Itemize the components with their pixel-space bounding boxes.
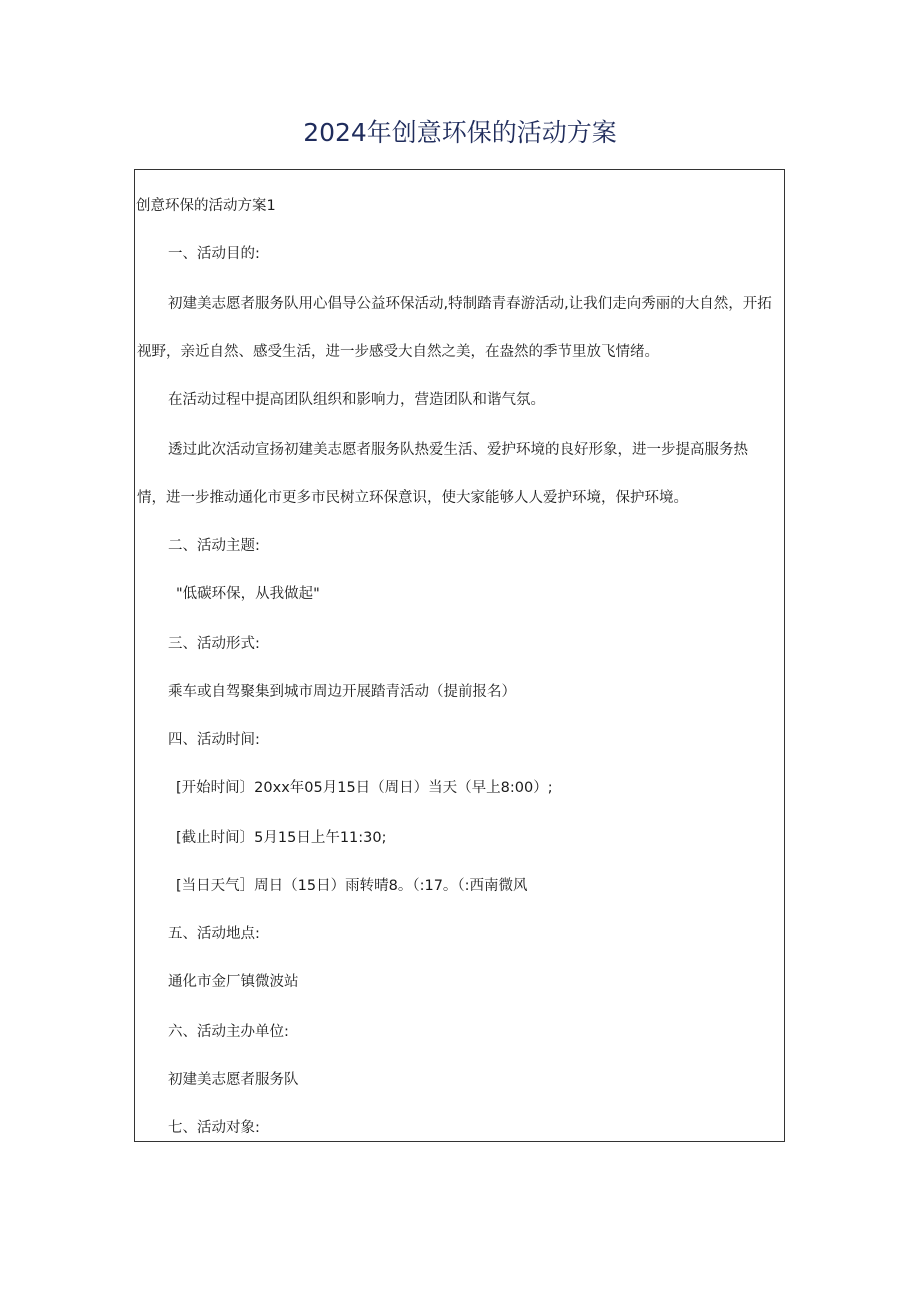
paragraph-line: 初建美志愿者服务队用心倡导公益环保活动,特制踏青春游活动,让我们走向秀丽的大自然，开拓	[168, 296, 772, 312]
paragraph-line: 视野，亲近自然、感受生活，进一步感受大自然之美，在盎然的季节里放飞情绪。	[137, 344, 659, 360]
heading-theme: 二、活动主题:	[168, 538, 260, 554]
paragraph-line: 透过此次活动宣扬初建美志愿者服务队热爱生活、爱护环境的良好形象，进一步提高服务热	[168, 442, 748, 458]
heading-format: 三、活动形式:	[168, 636, 260, 652]
theme-slogan: "低碳环保，从我做起"	[176, 586, 320, 602]
paragraph-line: 乘车或自驾聚集到城市周边开展踏青活动（提前报名）	[168, 684, 516, 700]
paragraph-line: 在活动过程中提高团队组织和影响力，营造团队和谐气氛。	[168, 392, 545, 408]
time-end: [截止时间〕5月15日上午11:30;	[176, 830, 387, 846]
time-weather: [当日天气］周日（15日）雨转晴8。（:17。（:西南微风	[176, 878, 528, 894]
heading-organizer: 六、活动主办单位:	[168, 1024, 289, 1040]
location-text: 通化市金厂镇微波站	[168, 974, 299, 990]
time-start: [开始时间〕20xx年05月15日（周日）当天（早上8:00）;	[176, 780, 553, 796]
content-frame	[134, 169, 785, 1142]
paragraph-line: 情，进一步推动通化市更多市民树立环保意识，使大家能够人人爱护环境，保护环境。	[137, 490, 688, 506]
heading-time: 四、活动时间:	[168, 732, 260, 748]
document-title: 2024年创意环保的活动方案	[303, 118, 617, 147]
heading-location: 五、活动地点:	[168, 926, 260, 942]
heading-purpose: 一、活动目的:	[168, 246, 260, 262]
organizer-text: 初建美志愿者服务队	[168, 1072, 299, 1088]
section-heading: 创意环保的活动方案1	[136, 198, 276, 214]
heading-audience: 七、活动对象:	[168, 1120, 260, 1136]
